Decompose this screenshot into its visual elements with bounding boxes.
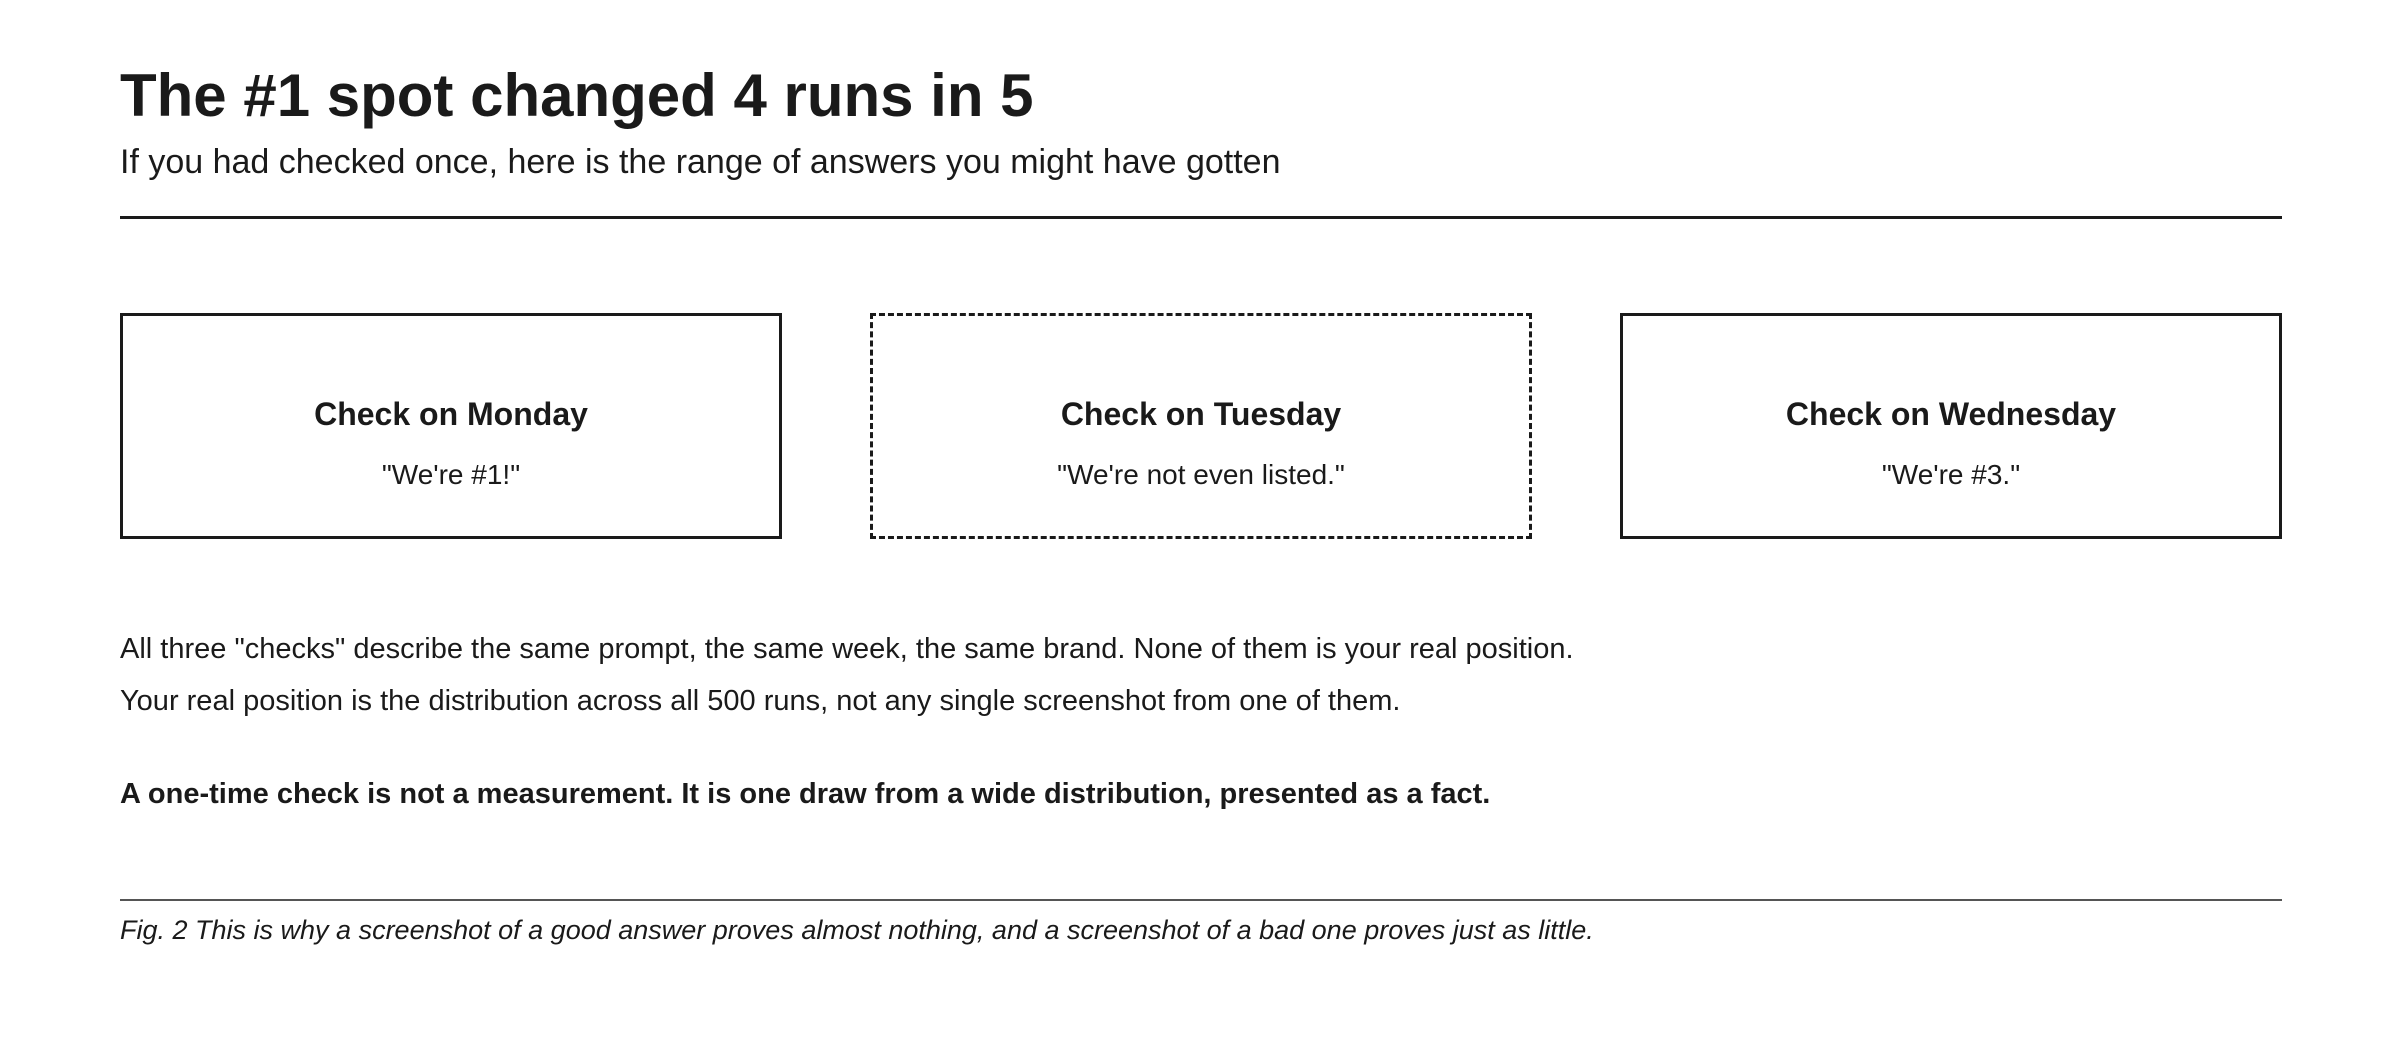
card-quote: "We're not even listed." — [1057, 459, 1345, 490]
takeaway-statement: A one-time check is not a measurement. It is one draw from a wide distribution, presented as a fact. — [120, 778, 1491, 810]
page-subtitle: If you had checked once, here is the range of answers you might have gotten — [120, 143, 1281, 181]
page-title: The #1 spot changed 4 runs in 5 — [120, 62, 1034, 129]
body-line-1: All three "checks" describe the same prompt, the same week, the same brand. None of them is your real position. — [120, 633, 1574, 665]
card-quote: "We're #1!" — [381, 459, 521, 490]
card-tuesday — [870, 313, 1532, 539]
caption-divider — [120, 899, 2282, 901]
header-divider — [120, 216, 2282, 219]
card-monday — [120, 313, 782, 539]
body-line-2: Your real position is the distribution across all 500 runs, not any single screenshot from one of them. — [120, 685, 1401, 717]
figure-caption: Fig. 2 This is why a screenshot of a good answer proves almost nothing, and a screenshot of a bad one proves just as little. — [120, 915, 1594, 945]
card-title: Check on Monday — [314, 396, 588, 432]
card-wednesday — [1620, 313, 2282, 539]
card-title: Check on Wednesday — [1785, 396, 2117, 432]
card-title: Check on Tuesday — [1060, 396, 1342, 432]
card-quote: "We're #3." — [1881, 459, 2021, 490]
